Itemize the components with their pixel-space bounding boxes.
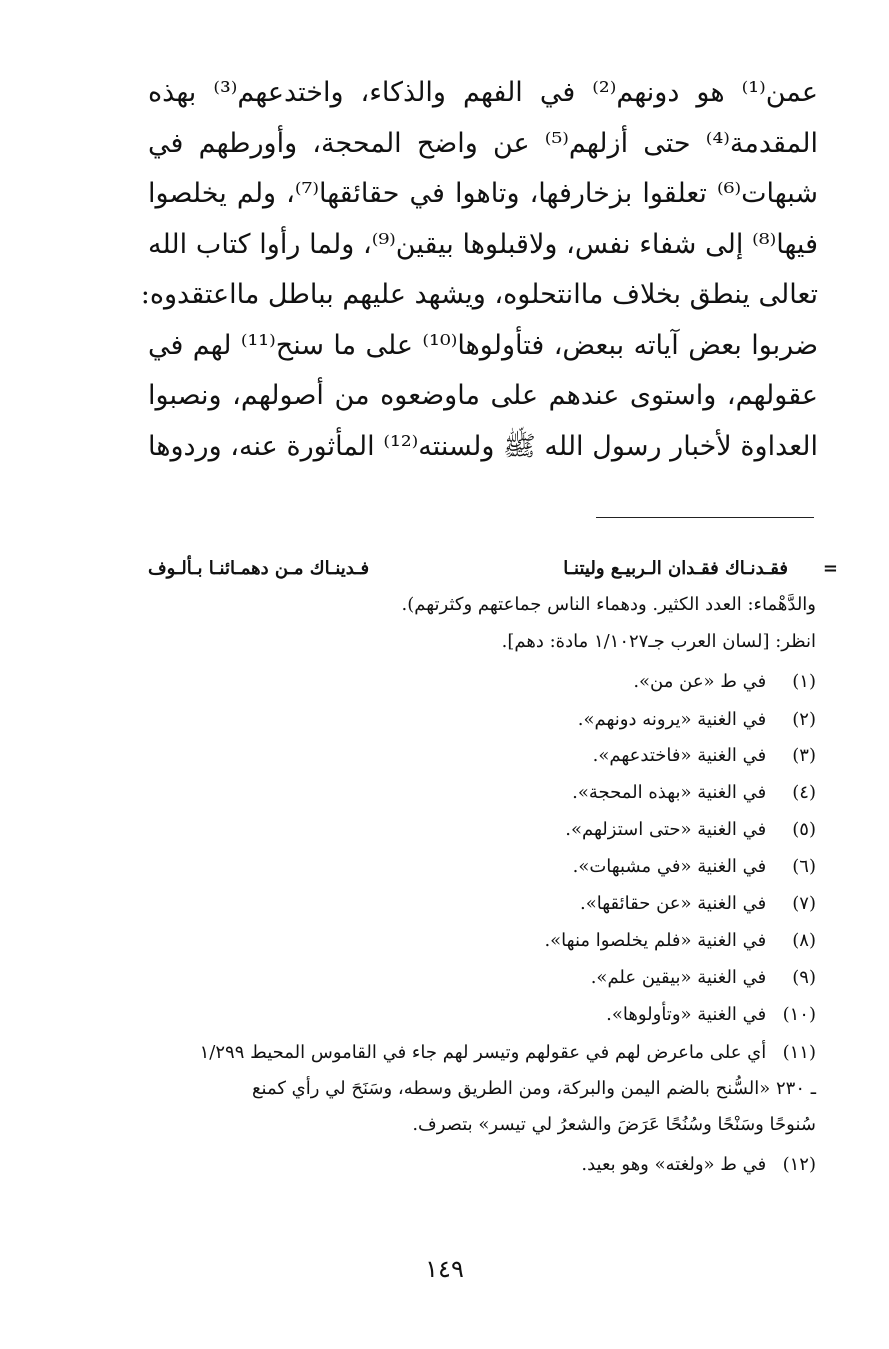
footnote-text: في الغنية «بهذه المحجة». bbox=[572, 782, 767, 803]
verse-hemistich: فقـدنـاك فقـدان الـربيـع وليتنـا bbox=[563, 558, 788, 579]
footnote-number: (٨) bbox=[792, 930, 816, 951]
verse-hemistich: فـدينـاك مـن دهمـائنـا بـألـوف bbox=[148, 558, 370, 579]
footnote-text: في الغنية «عن حقائقها». bbox=[580, 893, 767, 914]
text-line: تعالى ينطق بخلاف ماانتحلوه، ويشهد عليهم بباطل مااعتقدوه: bbox=[140, 279, 818, 310]
footnote-item bbox=[148, 923, 816, 959]
footnote-item bbox=[148, 849, 816, 885]
main-text bbox=[140, 68, 819, 472]
text-line: شبهات⁽⁶⁾ تعلقوا بزخارفها، وتاهوا في حقائقها⁽⁷⁾، ولم يخلصوا bbox=[148, 178, 818, 209]
footnote-text: أي على ماعرض لهم في عقولهم وتيسر لهم جاء في القاموس المحيط ١/٢٩٩ bbox=[199, 1042, 767, 1063]
footnote-number: (٩) bbox=[792, 967, 816, 988]
footnote-item bbox=[148, 997, 816, 1033]
footnote-item bbox=[148, 1147, 816, 1183]
footnote-text: في الغنية «وتأولوها». bbox=[606, 1004, 767, 1025]
footnote-separator bbox=[596, 517, 814, 518]
page-number: ١٤٩ bbox=[425, 1255, 464, 1283]
footnote-text: في الغنية «بيقين علم». bbox=[590, 967, 767, 988]
footnote-text: في الغنية «يرونه دونهم». bbox=[577, 709, 767, 730]
text-line: عقولهم، واستوى عندهم على ماوضعوه من أصولهم، ونصبوا bbox=[148, 380, 818, 411]
footnote-item bbox=[148, 960, 816, 996]
footnote-number: (٢) bbox=[792, 709, 816, 730]
footnote-text: في الغنية «فاختدعهم». bbox=[592, 745, 767, 766]
footnote-text: في الغنية «في مشبهات». bbox=[572, 856, 767, 877]
footnote-item bbox=[148, 664, 816, 700]
footnote-text: ـ ٢٣٠ «السُّنح بالضم اليمن والبركة، ومن الطريق وسطه، وسَنَحَ لي رأي كمنع bbox=[251, 1078, 816, 1099]
text-line: ضربوا بعض آياته ببعض، فتأولوها⁽¹⁰⁾ على ما سنح⁽¹¹⁾ لهم في bbox=[148, 329, 818, 361]
footnote-text: والدَّهْماء: العدد الكثير. ودهماء الناس جماعتهم وكثرتهم). bbox=[401, 594, 816, 615]
footnote-text: في ط «عن من». bbox=[633, 671, 767, 692]
footnote-number: (٧) bbox=[792, 893, 816, 914]
footnote-text: في الغنية «فلم يخلصوا منها». bbox=[544, 930, 767, 951]
footnote-text: انظر: [لسان العرب جـ١/١٠٢٧ مادة: دهم]. bbox=[501, 631, 816, 652]
footnote-number: (١٠) bbox=[782, 1004, 816, 1025]
footnote-item bbox=[148, 702, 816, 738]
footnote-item bbox=[148, 738, 816, 774]
footnote-item bbox=[148, 775, 816, 811]
footnote-text: في ط «ولغته» وهو بعيد. bbox=[581, 1154, 767, 1175]
text-line: المقدمة⁽⁴⁾ حتى أزلهم⁽⁵⁾ عن واضح المحجة، وأورطهم في bbox=[148, 127, 819, 159]
footnote-text: في الغنية «حتى استزلهم». bbox=[565, 819, 767, 840]
footnote-item bbox=[148, 812, 816, 848]
footnote-number: (١٢) bbox=[782, 1154, 816, 1175]
continuation-marker: = bbox=[822, 558, 838, 579]
text-line: العداوة لأخبار رسول الله ﷺ ولسنته⁽¹²⁾ المأثورة عنه، وردوها bbox=[148, 430, 818, 462]
footnote-text: سُنوحًا وسَنْحًا وسُنُحًا عَرَضَ والشعرُ لي تيسر» بتصرف. bbox=[412, 1114, 816, 1135]
footnote-number: (٦) bbox=[792, 856, 816, 877]
footnote-number: (٣) bbox=[792, 745, 816, 766]
footnote-number: (١) bbox=[792, 671, 816, 692]
text-line: عمن⁽¹⁾ هو دونهم⁽²⁾ في الفهم والذكاء، واختدعهم⁽³⁾ بهذه bbox=[148, 77, 819, 108]
footnote-number: (١١) bbox=[782, 1042, 816, 1063]
verse-line bbox=[148, 552, 838, 586]
text-line: فيها⁽⁸⁾ إلى شفاء نفس، ولاقبلوها بيقين⁽⁹⁾، ولما رأوا كتاب الله bbox=[148, 228, 818, 260]
footnote-number: (٥) bbox=[792, 819, 816, 840]
footnote-number: (٤) bbox=[792, 782, 816, 803]
footnote-item bbox=[148, 886, 816, 922]
footnote-item bbox=[148, 1035, 816, 1143]
